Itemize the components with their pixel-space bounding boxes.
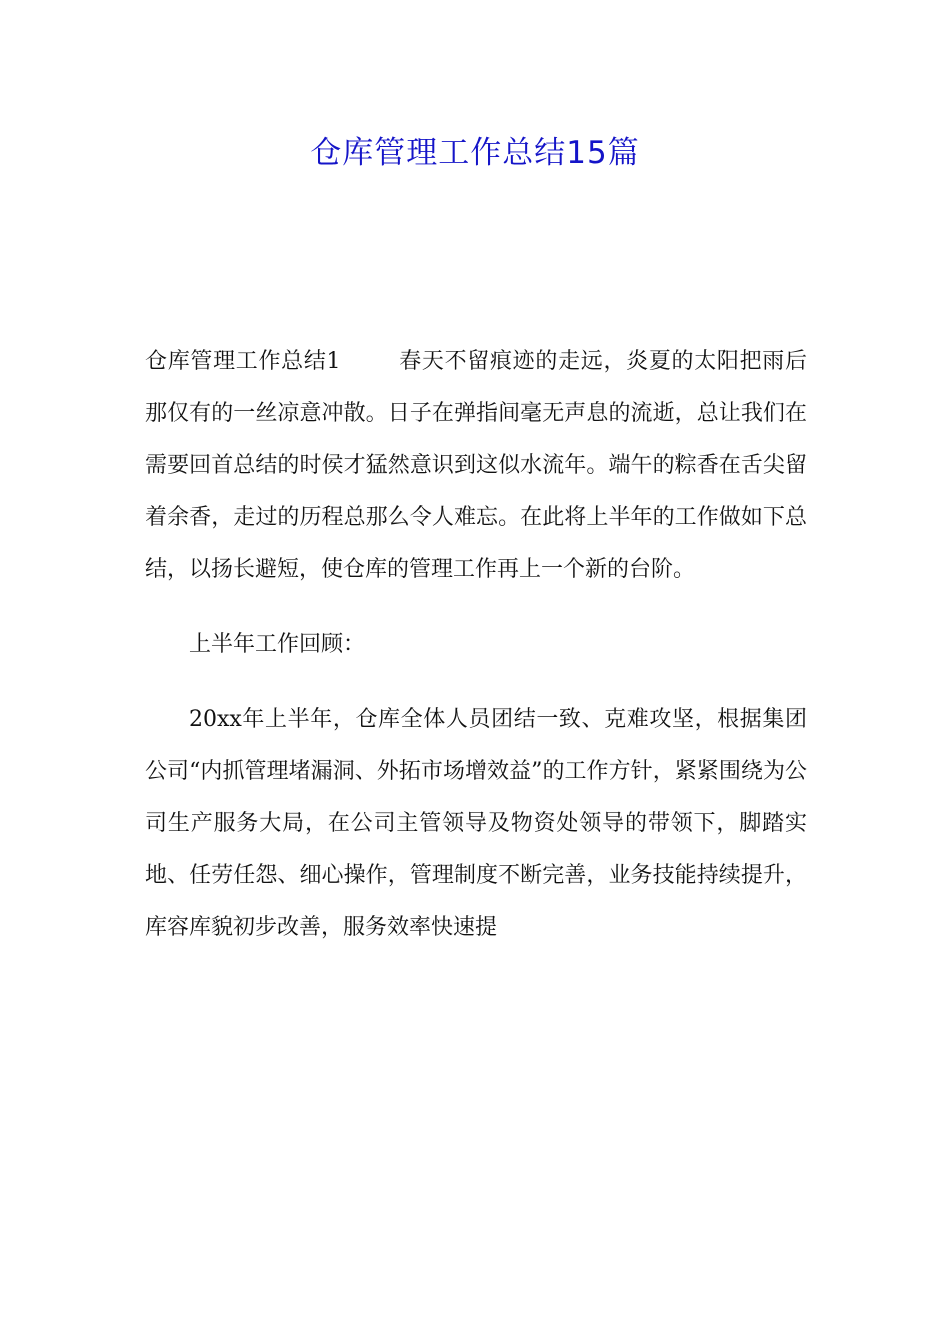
paragraph-3: 20xx年上半年，仓库全体人员团结一致、克难攻坚，根据集团公司“内抓管理堵漏洞、外拓市场增效益”的工作方针，紧紧围绕为公司生产服务大局，在公司主管领导及物资处领导的带领下，脚踏实地、任劳任怨、细心操作，管理制度不断完善，业务技能持续提升，库容库貌初步改善，服务效率快速提 bbox=[145, 707, 807, 940]
paragraph-2: 上半年工作回顾： bbox=[189, 632, 366, 657]
section-heading: 仓库管理工作总结1 bbox=[145, 349, 341, 374]
document-title: 仓库管理工作总结15篇 bbox=[310, 135, 640, 171]
document-body bbox=[145, 336, 807, 977]
paragraph-1-text: 春天不留痕迹的走远，炎夏的太阳把雨后那仅有的一丝凉意冲散。日子在弹指间毫无声息的流逝，总让我们在需要回首总结的时侯才猛然意识到这似水流年。端午的粽香在舌尖留着余香，走过的历程总那么令人难忘。在此将上半年的工作做如下总结，以扬长避短，使仓库的管理工作再上一个新的台阶。 bbox=[145, 349, 807, 582]
paragraph-1 bbox=[145, 336, 807, 596]
